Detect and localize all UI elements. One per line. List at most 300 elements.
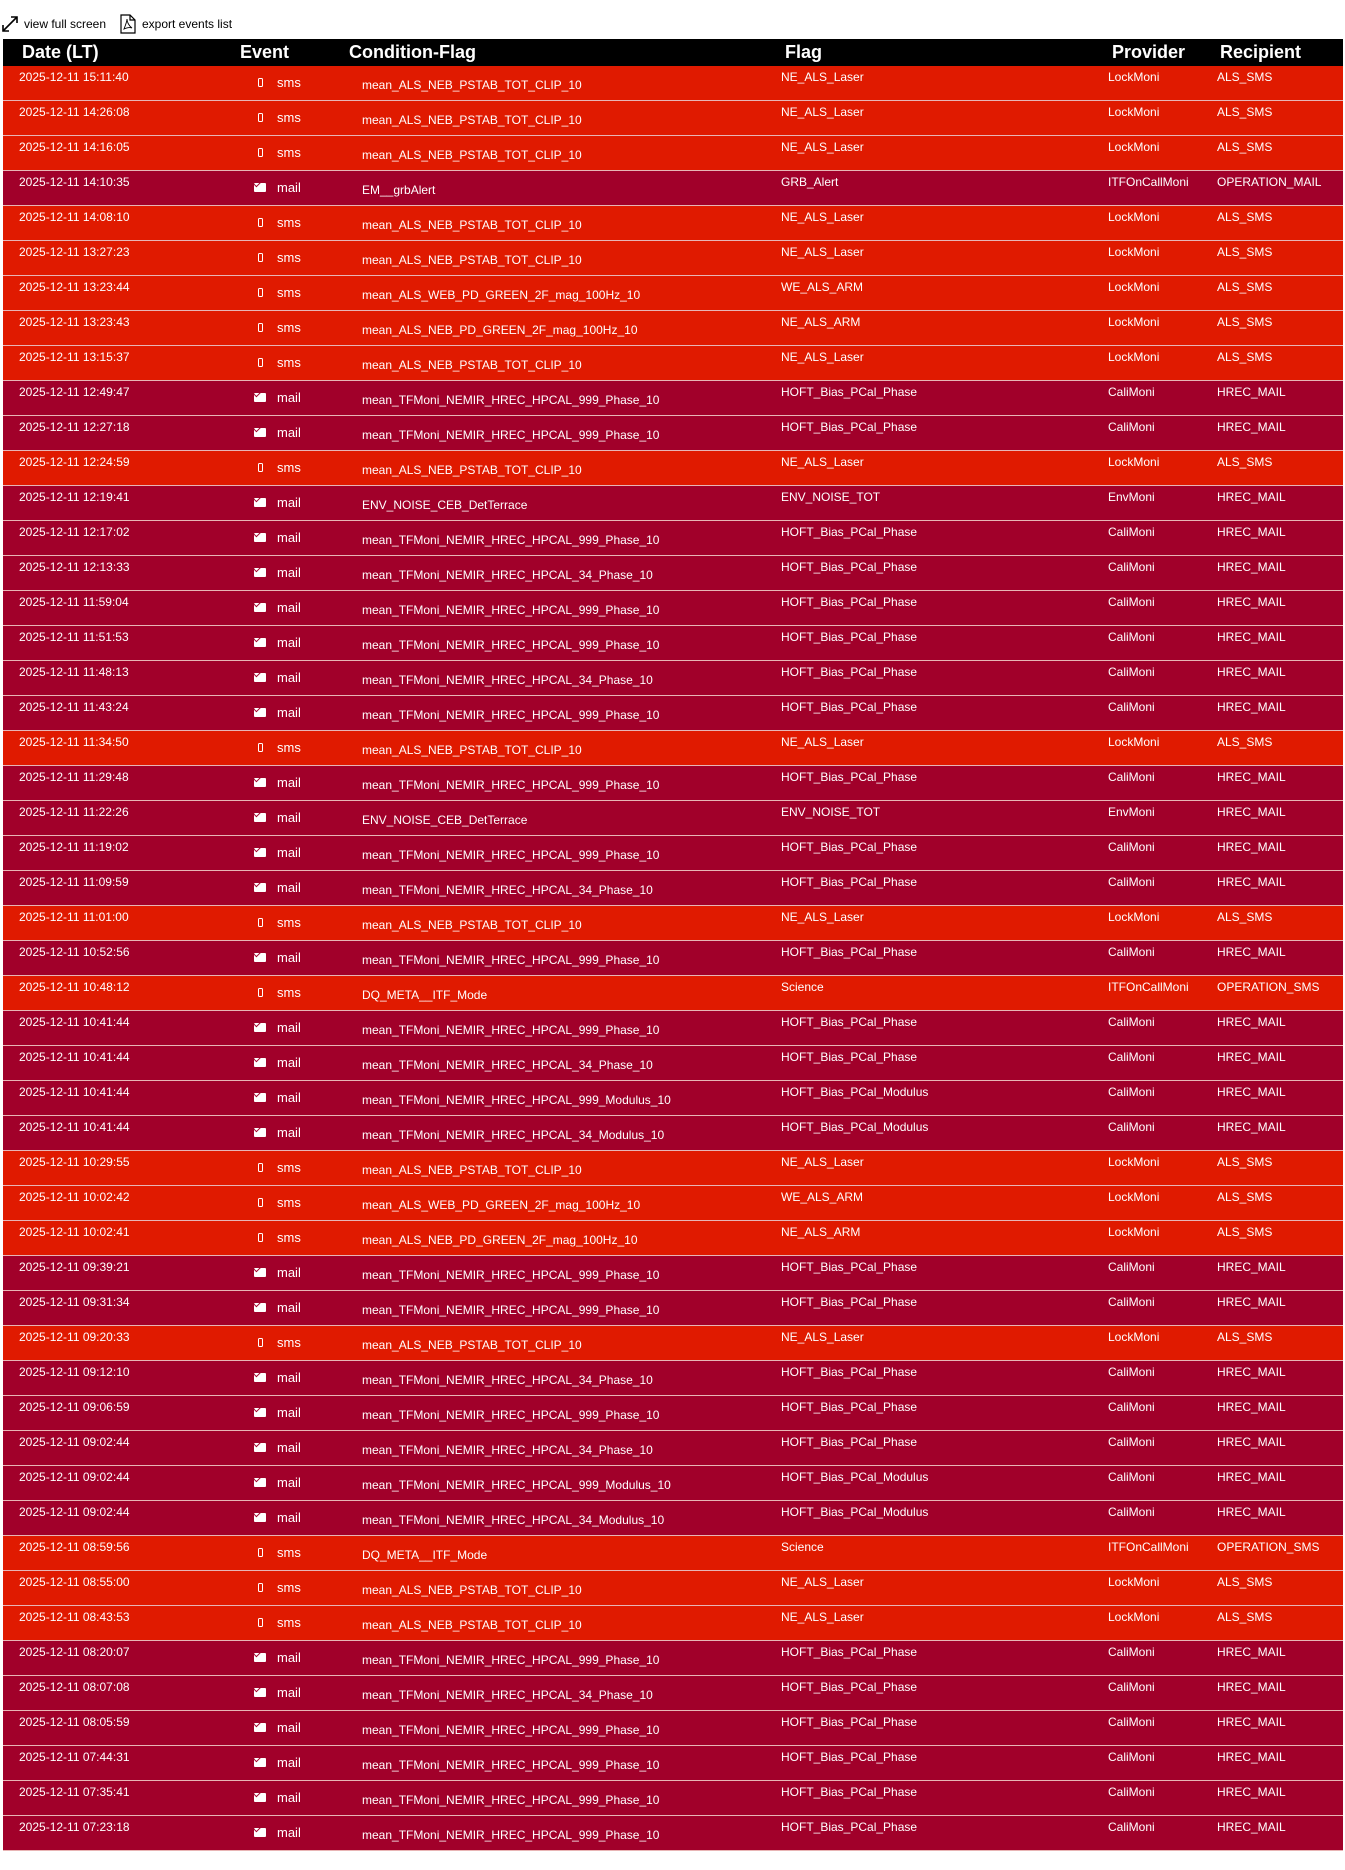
condition-flag-cell: mean_ALS_WEB_PD_GREEN_2F_mag_100Hz_10	[362, 288, 641, 302]
event-cell	[251, 75, 301, 90]
provider-cell: CaliMoni	[1108, 1050, 1155, 1064]
envelope-icon	[251, 776, 269, 790]
recipient-cell: ALS_SMS	[1217, 1190, 1273, 1204]
condition-flag-cell: mean_TFMoni_NEMIR_HREC_HPCAL_999_Phase_10	[362, 1303, 660, 1317]
table-header	[3, 39, 1343, 66]
mobile-phone-icon	[251, 251, 269, 265]
phone-glyph	[258, 148, 263, 157]
phone-glyph	[258, 1548, 263, 1557]
provider-cell: LockMoni	[1108, 1330, 1160, 1344]
provider-cell: LockMoni	[1108, 280, 1160, 294]
provider-cell: CaliMoni	[1108, 560, 1155, 574]
provider-cell: CaliMoni	[1108, 1750, 1155, 1764]
condition-flag-cell: mean_TFMoni_NEMIR_HREC_HPCAL_999_Phase_10	[362, 953, 660, 967]
mobile-phone-icon	[251, 986, 269, 1000]
recipient-cell: HREC_MAIL	[1217, 1400, 1286, 1414]
condition-flag-cell: mean_ALS_NEB_PSTAB_TOT_CLIP_10	[362, 463, 582, 477]
envelope-icon	[251, 671, 269, 685]
provider-cell: LockMoni	[1108, 350, 1160, 364]
event-cell	[251, 915, 301, 930]
envelope-icon	[251, 181, 269, 195]
provider-cell: CaliMoni	[1108, 1820, 1155, 1834]
recipient-cell: HREC_MAIL	[1217, 1750, 1286, 1764]
condition-flag-cell: mean_TFMoni_NEMIR_HREC_HPCAL_999_Phase_10	[362, 1828, 660, 1842]
table-row	[3, 486, 1343, 521]
provider-cell: LockMoni	[1108, 1190, 1160, 1204]
mobile-phone-icon	[251, 1336, 269, 1350]
flag-cell: HOFT_Bias_PCal_Phase	[781, 1015, 918, 1029]
mobile-phone-icon	[251, 1616, 269, 1630]
event-cell	[251, 425, 301, 440]
condition-flag-cell: mean_ALS_NEB_PD_GREEN_2F_mag_100Hz_10	[362, 1233, 638, 1247]
envelope-glyph	[254, 1478, 266, 1487]
recipient-cell: HREC_MAIL	[1217, 1050, 1286, 1064]
envelope-glyph	[254, 778, 266, 787]
date-cell: 2025-12-11 07:23:18	[19, 1820, 130, 1834]
envelope-glyph	[254, 708, 266, 717]
flag-cell: NE_ALS_Laser	[781, 1155, 864, 1169]
envelope-glyph	[254, 953, 266, 962]
recipient-cell: HREC_MAIL	[1217, 420, 1286, 434]
flag-cell: NE_ALS_Laser	[781, 910, 864, 924]
flag-cell: NE_ALS_Laser	[781, 140, 864, 154]
export-events-list-link[interactable]	[120, 12, 232, 36]
event-cell	[251, 355, 301, 370]
provider-cell: CaliMoni	[1108, 630, 1155, 644]
event-type-label: mail	[277, 390, 301, 405]
event-type-label: sms	[277, 75, 301, 90]
toolbar	[0, 12, 1345, 36]
mobile-phone-icon	[251, 286, 269, 300]
phone-glyph	[258, 288, 263, 297]
recipient-cell: HREC_MAIL	[1217, 630, 1286, 644]
provider-cell: CaliMoni	[1108, 1015, 1155, 1029]
table-row	[3, 1466, 1343, 1501]
provider-cell: EnvMoni	[1108, 805, 1155, 819]
condition-flag-cell: mean_TFMoni_NEMIR_HREC_HPCAL_999_Phase_10	[362, 1653, 660, 1667]
provider-cell: LockMoni	[1108, 210, 1160, 224]
recipient-cell: ALS_SMS	[1217, 1225, 1273, 1239]
condition-flag-cell: mean_TFMoni_NEMIR_HREC_HPCAL_999_Phase_10	[362, 428, 660, 442]
envelope-icon	[251, 1511, 269, 1525]
envelope-glyph	[254, 638, 266, 647]
condition-flag-cell: mean_TFMoni_NEMIR_HREC_HPCAL_999_Phase_10	[362, 393, 660, 407]
view-full-screen-link[interactable]	[2, 12, 106, 36]
event-cell	[251, 285, 301, 300]
table-row	[3, 1046, 1343, 1081]
table-row	[3, 1781, 1343, 1816]
envelope-icon	[251, 1126, 269, 1140]
flag-cell: HOFT_Bias_PCal_Phase	[781, 1050, 918, 1064]
event-type-label: sms	[277, 215, 301, 230]
flag-cell: HOFT_Bias_PCal_Phase	[781, 1400, 918, 1414]
mobile-phone-icon	[251, 1161, 269, 1175]
recipient-cell: HREC_MAIL	[1217, 525, 1286, 539]
date-cell: 2025-12-11 12:19:41	[19, 490, 130, 504]
provider-cell: LockMoni	[1108, 910, 1160, 924]
date-cell: 2025-12-11 11:43:24	[19, 700, 129, 714]
event-type-label: mail	[277, 1055, 301, 1070]
event-type-label: mail	[277, 1440, 301, 1455]
col-flag[interactable]: Flag	[785, 42, 823, 62]
provider-cell: LockMoni	[1108, 245, 1160, 259]
table-body	[3, 66, 1343, 1851]
table-row	[3, 1396, 1343, 1431]
recipient-cell: ALS_SMS	[1217, 315, 1273, 329]
event-type-label: mail	[277, 810, 301, 825]
date-cell: 2025-12-11 08:20:07	[19, 1645, 130, 1659]
recipient-cell: ALS_SMS	[1217, 455, 1273, 469]
envelope-icon	[251, 426, 269, 440]
provider-cell: CaliMoni	[1108, 420, 1155, 434]
event-type-label: mail	[277, 1370, 301, 1385]
event-cell	[251, 1440, 301, 1455]
envelope-glyph	[254, 1793, 266, 1802]
event-cell	[251, 1230, 301, 1245]
phone-glyph	[258, 918, 263, 927]
phone-glyph	[258, 463, 263, 472]
recipient-cell: OPERATION_MAIL	[1217, 175, 1322, 189]
recipient-cell: HREC_MAIL	[1217, 1085, 1286, 1099]
flag-cell: HOFT_Bias_PCal_Phase	[781, 875, 918, 889]
table-row	[3, 311, 1343, 346]
provider-cell: CaliMoni	[1108, 1260, 1155, 1274]
recipient-cell: ALS_SMS	[1217, 245, 1273, 259]
provider-cell: CaliMoni	[1108, 1435, 1155, 1449]
condition-flag-cell: ENV_NOISE_CEB_DetTerrace	[362, 498, 528, 512]
event-type-label: mail	[277, 600, 301, 615]
date-cell: 2025-12-11 08:55:00	[19, 1575, 130, 1589]
condition-flag-cell: mean_ALS_NEB_PSTAB_TOT_CLIP_10	[362, 1583, 582, 1597]
date-cell: 2025-12-11 13:15:37	[19, 350, 130, 364]
view-full-screen-label: view full screen	[24, 17, 107, 31]
flag-cell: HOFT_Bias_PCal_Phase	[781, 595, 918, 609]
flag-cell: NE_ALS_Laser	[781, 70, 864, 84]
envelope-glyph	[254, 1653, 266, 1662]
envelope-icon	[251, 1371, 269, 1385]
flag-cell: NE_ALS_Laser	[781, 1575, 864, 1589]
flag-cell: HOFT_Bias_PCal_Phase	[781, 840, 918, 854]
flag-cell: HOFT_Bias_PCal_Phase	[781, 1750, 918, 1764]
mobile-phone-icon	[251, 1546, 269, 1560]
event-type-label: mail	[277, 1685, 301, 1700]
flag-cell: HOFT_Bias_PCal_Phase	[781, 665, 918, 679]
phone-glyph	[258, 218, 263, 227]
event-type-label: mail	[277, 1020, 301, 1035]
event-type-label: sms	[277, 985, 301, 1000]
mobile-phone-icon	[251, 111, 269, 125]
condition-flag-cell: mean_TFMoni_NEMIR_HREC_HPCAL_34_Phase_10	[362, 1688, 653, 1702]
flag-cell: HOFT_Bias_PCal_Phase	[781, 1785, 918, 1799]
flag-cell: HOFT_Bias_PCal_Phase	[781, 1365, 918, 1379]
recipient-cell: HREC_MAIL	[1217, 385, 1286, 399]
table-row	[3, 1116, 1343, 1151]
table-row	[3, 1151, 1343, 1186]
table-row	[3, 416, 1343, 451]
event-cell	[251, 1370, 301, 1385]
flag-cell: HOFT_Bias_PCal_Phase	[781, 1260, 918, 1274]
condition-flag-cell: mean_TFMoni_NEMIR_HREC_HPCAL_999_Phase_10	[362, 1268, 660, 1282]
envelope-icon	[251, 531, 269, 545]
envelope-glyph	[254, 533, 266, 542]
event-type-label: mail	[277, 1405, 301, 1420]
event-cell	[251, 530, 301, 545]
phone-glyph	[258, 988, 263, 997]
table-row	[3, 1501, 1343, 1536]
mobile-phone-icon	[251, 321, 269, 335]
table-row	[3, 906, 1343, 941]
event-cell	[251, 1720, 301, 1735]
recipient-cell: ALS_SMS	[1217, 350, 1273, 364]
phone-glyph	[258, 323, 263, 332]
table-row	[3, 976, 1343, 1011]
event-cell	[251, 215, 301, 230]
event-type-label: mail	[277, 425, 301, 440]
table-row	[3, 1291, 1343, 1326]
table-row	[3, 1571, 1343, 1606]
envelope-glyph	[254, 1758, 266, 1767]
date-cell: 2025-12-11 11:51:53	[19, 630, 129, 644]
event-type-label: mail	[277, 1790, 301, 1805]
provider-cell: CaliMoni	[1108, 1120, 1155, 1134]
date-cell: 2025-12-11 09:31:34	[19, 1295, 130, 1309]
event-cell	[251, 320, 301, 335]
date-cell: 2025-12-11 14:08:10	[19, 210, 130, 224]
condition-flag-cell: DQ_META__ITF_Mode	[362, 988, 488, 1002]
condition-flag-cell: mean_ALS_NEB_PSTAB_TOT_CLIP_10	[362, 1618, 582, 1632]
table-row	[3, 1536, 1343, 1571]
recipient-cell: HREC_MAIL	[1217, 840, 1286, 854]
condition-flag-cell: mean_TFMoni_NEMIR_HREC_HPCAL_34_Modulus_10	[362, 1513, 665, 1527]
recipient-cell: HREC_MAIL	[1217, 1715, 1286, 1729]
phone-glyph	[258, 1233, 263, 1242]
date-cell: 2025-12-11 12:17:02	[19, 525, 130, 539]
mobile-phone-icon	[251, 741, 269, 755]
phone-glyph	[258, 1163, 263, 1172]
provider-cell: CaliMoni	[1108, 945, 1155, 959]
provider-cell: CaliMoni	[1108, 700, 1155, 714]
event-type-label: sms	[277, 1545, 301, 1560]
envelope-icon	[251, 601, 269, 615]
event-type-label: sms	[277, 110, 301, 125]
col-provider[interactable]: Provider	[1112, 42, 1186, 62]
recipient-cell: ALS_SMS	[1217, 105, 1273, 119]
recipient-cell: HREC_MAIL	[1217, 1015, 1286, 1029]
provider-cell: CaliMoni	[1108, 1400, 1155, 1414]
date-cell: 2025-12-11 12:49:47	[19, 385, 130, 399]
envelope-icon	[251, 1441, 269, 1455]
event-cell	[251, 1335, 301, 1350]
condition-flag-cell: mean_TFMoni_NEMIR_HREC_HPCAL_999_Phase_10	[362, 1758, 660, 1772]
event-type-label: mail	[277, 530, 301, 545]
condition-flag-cell: mean_ALS_NEB_PSTAB_TOT_CLIP_10	[362, 918, 582, 932]
recipient-cell: HREC_MAIL	[1217, 665, 1286, 679]
table-row	[3, 696, 1343, 731]
col-condition-flag[interactable]: Condition-Flag	[349, 42, 476, 62]
event-type-label: sms	[277, 1580, 301, 1595]
provider-cell: LockMoni	[1108, 1225, 1160, 1239]
envelope-glyph	[254, 1268, 266, 1277]
phone-glyph	[258, 1338, 263, 1347]
event-cell	[251, 740, 301, 755]
table-row	[3, 276, 1343, 311]
event-type-label: mail	[277, 180, 301, 195]
envelope-icon	[251, 1686, 269, 1700]
event-cell	[251, 775, 301, 790]
table-row	[3, 661, 1343, 696]
flag-cell: WE_ALS_ARM	[781, 280, 864, 294]
event-type-label: mail	[277, 1510, 301, 1525]
provider-cell: CaliMoni	[1108, 1505, 1155, 1519]
flag-cell: HOFT_Bias_PCal_Phase	[781, 525, 918, 539]
condition-flag-cell: mean_ALS_NEB_PSTAB_TOT_CLIP_10	[362, 358, 582, 372]
condition-flag-cell: DQ_META__ITF_Mode	[362, 1548, 488, 1562]
provider-cell: CaliMoni	[1108, 1680, 1155, 1694]
table-row	[3, 941, 1343, 976]
envelope-glyph	[254, 1408, 266, 1417]
table-row	[3, 556, 1343, 591]
event-cell	[251, 1475, 301, 1490]
event-cell	[251, 1650, 301, 1665]
phone-glyph	[258, 358, 263, 367]
condition-flag-cell: mean_TFMoni_NEMIR_HREC_HPCAL_999_Phase_10	[362, 708, 660, 722]
mobile-phone-icon	[251, 916, 269, 930]
date-cell: 2025-12-11 15:11:40	[19, 70, 129, 84]
condition-flag-cell: mean_ALS_NEB_PSTAB_TOT_CLIP_10	[362, 113, 582, 127]
date-cell: 2025-12-11 13:23:44	[19, 280, 130, 294]
date-cell: 2025-12-11 11:48:13	[19, 665, 129, 679]
flag-cell: HOFT_Bias_PCal_Phase	[781, 560, 918, 574]
recipient-cell: HREC_MAIL	[1217, 1645, 1286, 1659]
event-type-label: sms	[277, 285, 301, 300]
table-row	[3, 591, 1343, 626]
date-cell: 2025-12-11 07:44:31	[19, 1750, 130, 1764]
event-cell	[251, 390, 301, 405]
provider-cell: ITFOnCallMoni	[1108, 1540, 1189, 1554]
date-cell: 2025-12-11 10:02:42	[19, 1190, 130, 1204]
flag-cell: NE_ALS_Laser	[781, 210, 864, 224]
event-type-label: sms	[277, 1195, 301, 1210]
condition-flag-cell: mean_TFMoni_NEMIR_HREC_HPCAL_999_Phase_10	[362, 603, 660, 617]
recipient-cell: HREC_MAIL	[1217, 1120, 1286, 1134]
table-row	[3, 521, 1343, 556]
recipient-cell: HREC_MAIL	[1217, 1505, 1286, 1519]
event-type-label: sms	[277, 740, 301, 755]
phone-glyph	[258, 1618, 263, 1627]
condition-flag-cell: mean_TFMoni_NEMIR_HREC_HPCAL_34_Phase_10	[362, 568, 653, 582]
envelope-glyph	[254, 568, 266, 577]
envelope-icon	[251, 1056, 269, 1070]
mobile-phone-icon	[251, 76, 269, 90]
envelope-glyph	[254, 1058, 266, 1067]
date-cell: 2025-12-11 13:27:23	[19, 245, 130, 259]
date-cell: 2025-12-11 13:23:43	[19, 315, 130, 329]
flag-cell: HOFT_Bias_PCal_Modulus	[781, 1120, 929, 1134]
table-row	[3, 1326, 1343, 1361]
date-cell: 2025-12-11 14:26:08	[19, 105, 130, 119]
provider-cell: LockMoni	[1108, 140, 1160, 154]
table-row	[3, 871, 1343, 906]
date-cell: 2025-12-11 07:35:41	[19, 1785, 130, 1799]
envelope-glyph	[254, 1723, 266, 1732]
flag-cell: HOFT_Bias_PCal_Phase	[781, 385, 918, 399]
date-cell: 2025-12-11 10:41:44	[19, 1050, 130, 1064]
col-event[interactable]: Event	[240, 42, 290, 62]
table-row	[3, 171, 1343, 206]
event-type-label: sms	[277, 250, 301, 265]
event-cell	[251, 145, 301, 160]
event-type-label: mail	[277, 1755, 301, 1770]
condition-flag-cell: EM__grbAlert	[362, 183, 436, 197]
event-type-label: sms	[277, 320, 301, 335]
flag-cell: ENV_NOISE_TOT	[781, 490, 881, 504]
event-cell	[251, 1405, 301, 1420]
provider-cell: CaliMoni	[1108, 1785, 1155, 1799]
envelope-glyph	[254, 1023, 266, 1032]
envelope-icon	[251, 1756, 269, 1770]
envelope-icon	[251, 391, 269, 405]
table-row	[3, 1431, 1343, 1466]
condition-flag-cell: mean_ALS_NEB_PSTAB_TOT_CLIP_10	[362, 743, 582, 757]
col-date[interactable]: Date (LT)	[22, 42, 99, 62]
table-row	[3, 381, 1343, 416]
date-cell: 2025-12-11 10:41:44	[19, 1120, 130, 1134]
event-type-label: mail	[277, 1125, 301, 1140]
condition-flag-cell: mean_TFMoni_NEMIR_HREC_HPCAL_999_Phase_10	[362, 848, 660, 862]
envelope-icon	[251, 1721, 269, 1735]
envelope-icon	[251, 636, 269, 650]
phone-glyph	[258, 113, 263, 122]
event-type-label: mail	[277, 670, 301, 685]
table-row	[3, 1011, 1343, 1046]
flag-cell: HOFT_Bias_PCal_Modulus	[781, 1505, 929, 1519]
condition-flag-cell: mean_TFMoni_NEMIR_HREC_HPCAL_34_Phase_10	[362, 673, 653, 687]
provider-cell: CaliMoni	[1108, 770, 1155, 784]
envelope-glyph	[254, 813, 266, 822]
date-cell: 2025-12-11 11:59:04	[19, 595, 129, 609]
date-cell: 2025-12-11 09:06:59	[19, 1400, 130, 1414]
envelope-icon	[251, 881, 269, 895]
event-cell	[251, 880, 301, 895]
recipient-cell: HREC_MAIL	[1217, 1365, 1286, 1379]
col-recipient[interactable]: Recipient	[1220, 42, 1302, 62]
date-cell: 2025-12-11 09:02:44	[19, 1470, 130, 1484]
table-row	[3, 1221, 1343, 1256]
envelope-glyph	[254, 1093, 266, 1102]
table-row	[3, 1676, 1343, 1711]
event-cell	[251, 110, 301, 125]
provider-cell: LockMoni	[1108, 1155, 1160, 1169]
provider-cell: ITFOnCallMoni	[1108, 980, 1189, 994]
table-row	[3, 731, 1343, 766]
condition-flag-cell: mean_ALS_NEB_PSTAB_TOT_CLIP_10	[362, 1338, 582, 1352]
mobile-phone-icon	[251, 1196, 269, 1210]
event-type-label: mail	[277, 1650, 301, 1665]
event-cell	[251, 495, 301, 510]
date-cell: 2025-12-11 11:29:48	[19, 770, 129, 784]
envelope-icon	[251, 566, 269, 580]
event-cell	[251, 1825, 301, 1840]
event-type-label: mail	[277, 635, 301, 650]
flag-cell: HOFT_Bias_PCal_Modulus	[781, 1470, 929, 1484]
recipient-cell: ALS_SMS	[1217, 210, 1273, 224]
flag-cell: NE_ALS_Laser	[781, 350, 864, 364]
flag-cell: HOFT_Bias_PCal_Phase	[781, 1680, 918, 1694]
expand-icon	[2, 16, 18, 32]
event-cell	[251, 565, 301, 580]
flag-cell: HOFT_Bias_PCal_Phase	[781, 770, 918, 784]
event-type-label: sms	[277, 1230, 301, 1245]
